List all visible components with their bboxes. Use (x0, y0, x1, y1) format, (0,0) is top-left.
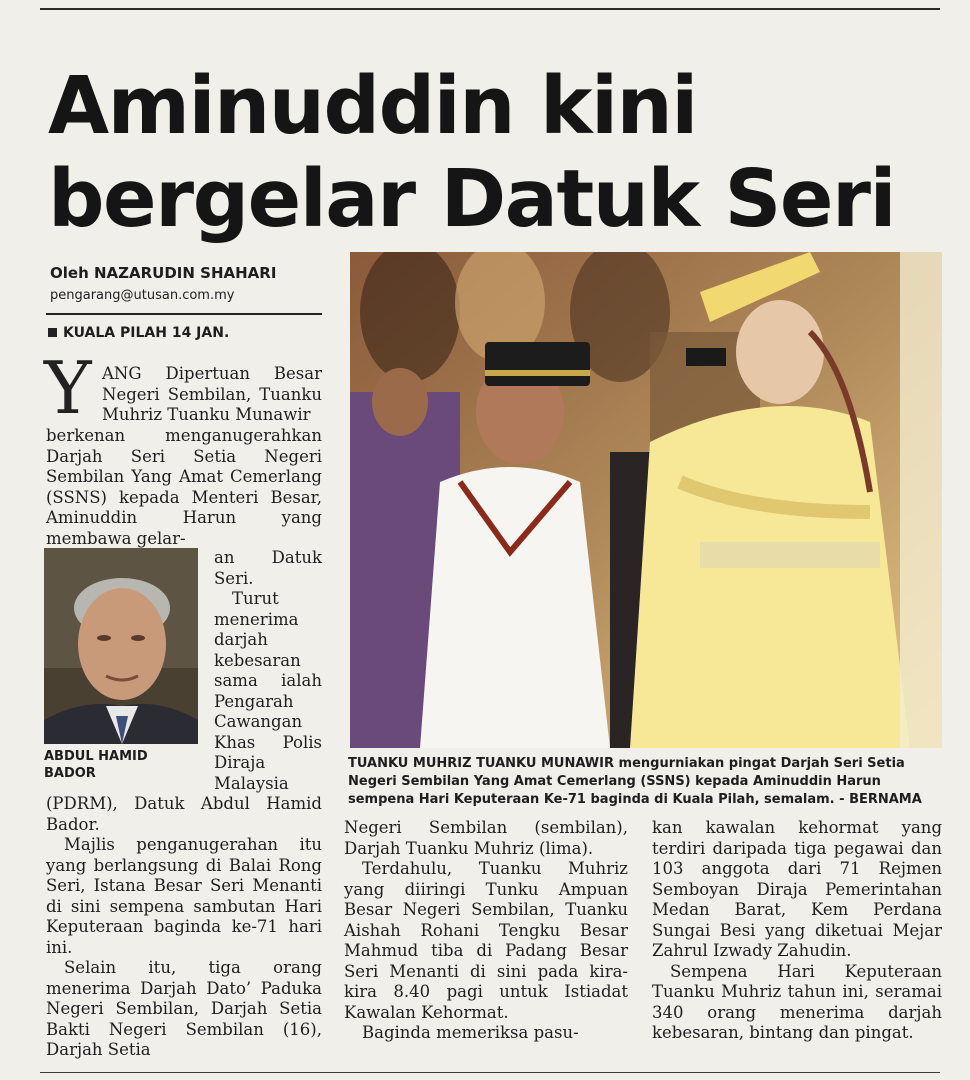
ceremony-photo (350, 252, 942, 748)
author-email: pengarang@utusan.com.my (50, 288, 235, 303)
paragraph: Negeri Sembilan (sembilan), Darjah Tuanku Muhriz (lima). (344, 818, 628, 858)
article-col2 (344, 818, 628, 1044)
paragraph: Terdahulu, Tuanku Muhriz yang diiringi Tunku Ampuan Besar Negeri Sembilan, Tuanku Aishah Rohani Tengku Besar Mahmud tiba di Padang Besar Seri Menanti di sini pada kira-kira 8.40 pagi untuk Istiadat Kawalan Kehormat. (344, 859, 628, 1022)
paragraph: (PDRM), Datuk Abdul Hamid Bador. (46, 794, 322, 834)
headline-line-1: Aminuddin kini (48, 60, 697, 152)
paragraph: Baginda memeriksa pasu- (362, 1023, 579, 1042)
dateline-text: KUALA PILAH 14 JAN. (63, 325, 230, 341)
article-col1-narrow (214, 548, 322, 794)
portrait-caption (44, 748, 148, 782)
paragraph: an Datuk Seri. (214, 548, 322, 588)
portrait-photo (44, 548, 198, 744)
portrait-caption-line: ABDUL HAMID (44, 749, 148, 764)
headline-line-2: bergelar Datuk Seri (48, 153, 896, 245)
paragraph: Sempena Hari Keputeraan Tuanku Muhriz tahun ini, seramai 340 orang menerima darjah kebesaran, bintang dan pingat. (652, 961, 942, 1042)
paragraph: berkenan menganugerahkan Darjah Seri Setia Negeri Sembilan Yang Amat Cemerlang (SSNS) kepada Menteri Besar, Aminuddin Harun yang membawa gelar- (46, 426, 322, 548)
article-col3 (652, 818, 942, 1044)
paragraph: Turut menerima darjah kebesaran sama ialah Pengarah Cawangan Khas Polis Diraja Malaysia (214, 589, 322, 793)
square-bullet-icon (48, 328, 57, 337)
top-rule (40, 8, 940, 10)
byline-divider (46, 313, 322, 315)
drop-cap: Y (44, 346, 92, 430)
paragraph: ANG Dipertuan Besar Negeri Sembilan, Tuanku Muhriz Tuanku Munawir (102, 364, 322, 424)
paragraph: Selain itu, tiga orang menerima Darjah Dato’ Paduka Negeri Sembilan, Darjah Setia Bakti Negeri Sembilan (16), Darjah Setia (46, 958, 322, 1059)
article-col1-top (46, 426, 322, 549)
paragraph: Majlis penganugerahan itu yang berlangsung di Balai Rong Seri, Istana Besar Seri Menanti di sini sempena sambutan Hari Keputeraan baginda ke-71 hari ini. (46, 835, 322, 957)
headline (48, 60, 928, 246)
portrait-caption-line: BADOR (44, 766, 96, 781)
article-col1-bottom (46, 794, 322, 1061)
article-col1-intro (102, 364, 322, 426)
paragraph: kan kawalan kehormat yang terdiri daripada tiga pegawai dan 103 anggota dari 71 Rejmen Semboyan Diraja Pemerintahan Medan Barat, Kem Perdana Sungai Besi yang diketuai Mejar Zahrul Izwady Zahudin. (652, 818, 942, 960)
bottom-rule (40, 1072, 940, 1073)
photo-caption: TUANKU MUHRIZ TUANKU MUNAWIR mengurniakan pingat Darjah Seri Setia Negeri Sembilan Yang Amat Cemerlang (SSNS) kepada Aminuddin Harun sempena Hari Keputeraan Ke-71 baginda di Kuala Pilah, semalam. - BERNAMA (348, 756, 922, 807)
byline: Oleh NAZARUDIN SHAHARI (50, 264, 277, 282)
dateline (48, 325, 229, 341)
